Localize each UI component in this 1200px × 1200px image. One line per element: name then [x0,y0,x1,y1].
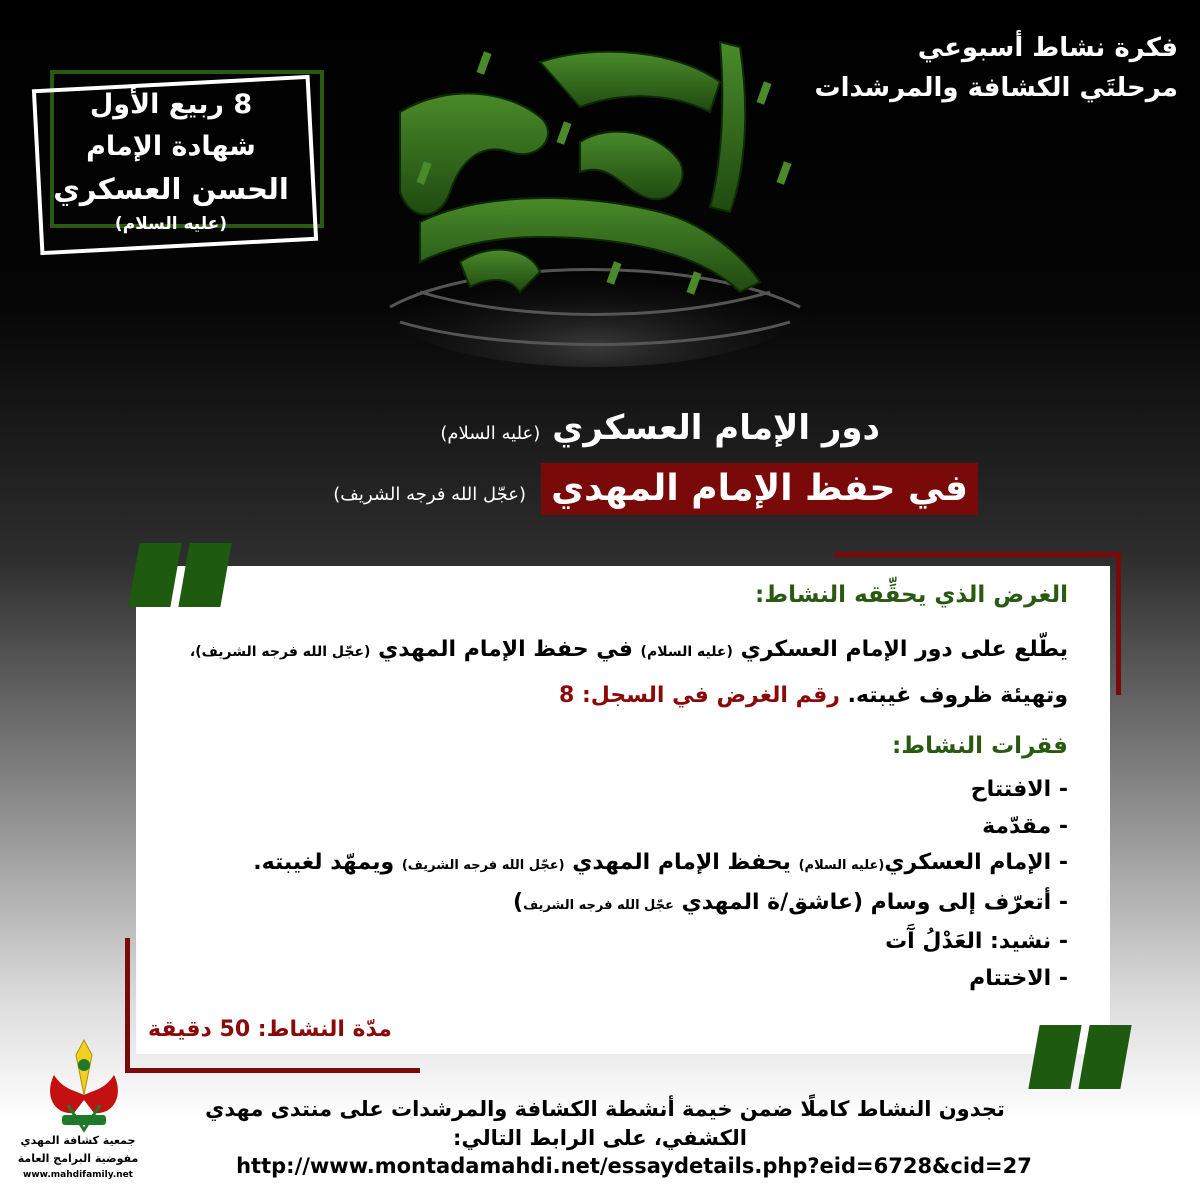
heading1-honorific: (عليه السلام) [440,423,541,444]
org-website[interactable]: www.mahdifamily.net [23,1170,133,1180]
goal-text [138,628,1068,718]
occasion-line: شهادة الإمام [86,131,256,162]
calligraphy-artwork [360,22,830,372]
goal-text-c: وتهيئة ظروف غيبته. [847,683,1068,708]
step-honorific: عجّل الله فرجه الشريف [523,897,674,913]
org-name: جمعية كشافة المهدي [20,1134,136,1147]
step-honorific: (عليه السلام) [798,858,885,873]
footer-line1: تجدون النشاط كاملًا ضمن خيمة أنشطة الكشافة والمرشدات على منتدى مهدي [205,1097,1005,1121]
goal-text-a: يطّلع على دور الإمام العسكري [740,637,1068,662]
step-text: ) [513,889,524,915]
step-text: - الافتتاح [970,777,1068,802]
heading2-highlight: في حفظ الإمام المهدي [541,463,978,515]
step-text: - الاختتام [969,965,1068,991]
list-item [138,772,1068,809]
imam-name-line: الحسن العسكري [53,172,289,206]
steps-title: فقرات النشاط: [892,733,1068,759]
activity-type-line2: مرحلتَي الكشافة والمرشدات [814,73,1178,103]
activity-type-line1: فكرة نشاط أسبوعي [917,33,1178,63]
list-item [138,885,1068,925]
step-text: يحفظ الإمام المهدي [572,850,791,875]
goal-title: الغرض الذي يحقِّقه النشاط: [755,582,1068,608]
list-item [138,924,1068,961]
goal-text-b: في حفظ الإمام المهدي [378,637,633,662]
list-item [138,845,1068,885]
list-item [138,809,1068,846]
step-text: - أتعرّف إلى وسام (عاشق/ة المهدي [681,889,1068,915]
heading1-main: دور الإمام العسكري [552,408,880,448]
honorific-line: (عليه السلام) [114,214,228,234]
goal-honorific-a: (عليه السلام) [640,644,733,660]
footer-note [150,1095,1050,1153]
heading2-honorific: (عجّل الله فرجه الشريف) [333,484,527,505]
org-department: مفوضية البرامج العامة [17,1152,139,1165]
step-text: ويمهّد لغيبته. [253,850,395,875]
activity-duration: مدّة النشاط: 50 دقيقة [148,1017,392,1042]
step-honorific: (عجّل الله فرجه الشريف) [401,858,565,873]
goal-register-number: رقم الغرض في السجل: 8 [559,683,840,708]
date-box-text [36,84,306,238]
steps-list [138,772,1068,997]
goal-honorific-b: (عجّل الله فرجه الشريف)، [189,644,371,660]
step-text: - الإمام العسكري [884,850,1068,875]
date-line: 8 ربيع الأول [89,89,253,120]
step-text: - مقدّمة [982,813,1068,839]
footer-line2: الكشفي، على الرابط التالي: [453,1126,747,1150]
step-text: - نشيد: العَدْلُ آَت [885,929,1068,954]
scout-logo-icon [44,1035,124,1135]
main-heading-line1 [280,403,880,459]
list-item [138,961,1068,998]
activity-link[interactable]: http://www.montadamahdi.net/essaydetails.php?eid=6728&cid=27 [236,1154,1032,1178]
main-heading-line2 [218,463,978,515]
